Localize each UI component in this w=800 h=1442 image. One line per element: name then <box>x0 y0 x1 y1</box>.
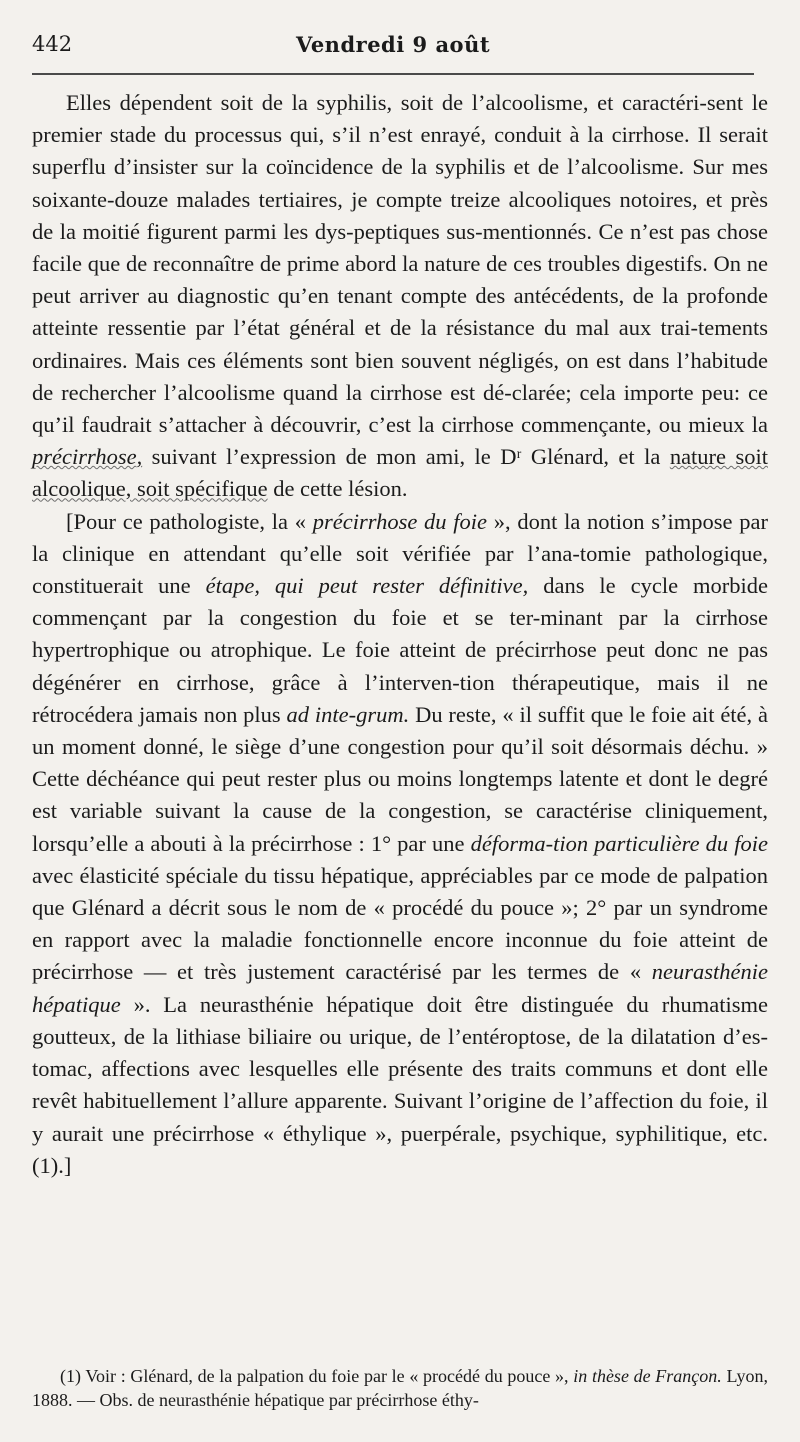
footnote-italic: in thèse de Françon. <box>573 1366 722 1386</box>
header-rule <box>32 73 754 75</box>
body-text <box>32 87 768 1182</box>
footnote-text-c: Lyon, 1888. — Obs. de neurasthénie hépatique par précirrhose éthy- <box>32 1366 768 1410</box>
footnote-text-a: (1) Voir : Glénard, de la palpation du foie par le « procédé du pouce », <box>60 1366 574 1386</box>
paragraph-2-text-e: dans le cycle morbide commençant par la congestion du foie et se ter-minant par la cirrhose hypertrophique ou atrophique. Le foie atteint de précirrhose peut donc ne pas dégénérer en cirrhose, grâce à l’interven-tion thérapeutique, mais il ne rétrocédera jamais non plus <box>32 573 768 727</box>
italic-etape: étape, qui peut rester définitive, <box>205 573 529 599</box>
footnote <box>32 1364 768 1412</box>
paragraph-2-text-g: Du reste, « il suffit que le foie ait été, à un moment donné, le siège d’une congestion pour qu’il soit désormais déchu. » Cette déchéance qui peut rester plus ou moins longtemps latente et dont le degré est variable suivant la cause de la congestion, se caractérise cliniquement, lorsqu’elle a abouti à la précirrhose : 1° par une <box>32 701 768 856</box>
paragraph-2-text-k: ». La neurasthénie hépatique doit être distinguée du rhumatisme goutteux, de la lithiase biliaire ou urique, de l’entéroptose, de la dilatation d’es-tomac, affections avec lesquelles elle présente des traits communs et dont elle revêt habituellement l’allure apparente. Suivant l’origine de l’affection du foie, il y aurait une précirrhose « éthylique », puerpérale, psychique, syphilitique, etc. (1).] <box>32 991 768 1178</box>
running-title: Vendredi 9 août <box>295 32 491 57</box>
paragraph-1-text-e: de cette lésion. <box>267 476 408 502</box>
paragraph-2-text-i: avec élasticité spéciale du tissu hépatique, appréciables par ce mode de palpation que Glénard a décrit sous le nom de « procédé du pouce »; 2° par un syndrome en rapport avec la maladie fonctionnelle encore inconnue du foie atteint de précirrhose — et très justement caractérisé par les termes de « <box>32 862 768 985</box>
precirrhose-term: précirrhose, <box>32 444 143 470</box>
paragraph-2-text-a: [Pour ce pathologiste, la « <box>66 508 313 534</box>
paragraph-2 <box>32 506 768 1182</box>
page-header <box>32 32 754 62</box>
page-number: 442 <box>32 32 73 56</box>
italic-ad-integrum: ad inte-grum. <box>286 701 410 727</box>
italic-neurasthenie-hepatique: neurasthénie hépatique <box>32 959 768 1017</box>
underlined-phrase: nature soit alcoolique, soit spécifique <box>32 444 768 502</box>
paragraph-1 <box>32 87 768 506</box>
italic-precirrhose-du-foie: précirrhose du foie <box>312 508 488 534</box>
paragraph-2-text-c: », dont la notion s’impose par la clinique en attendant qu’elle soit vérifiée par l’ana-tomie pathologique, constituerait une <box>32 508 768 599</box>
footnote-1 <box>32 1364 768 1412</box>
paragraph-1-text-a: Elles dépendent soit de la syphilis, soit de l’alcoolisme, et caractéri-sent le premier stade du processus qui, s’il n’est enrayé, conduit à la cirrhose. Il serait superflu d’insister sur la coïncidence de la syphilis et de l’alcoolisme. Sur mes soixante-douze malades tertiaires, je compte treize alcooliques notoires, et près de la moitié figurent parmi les dys-peptiques sus-mentionnés. Ce n’est pas chose facile que de reconnaître de prime abord la nature de ces troubles digestifs. On ne peut arriver au diagnostic qu’en tenant compte des antécédents, de la profonde atteinte ressentie par l’état général et de la résistance du mal aux trai-tements ordinaires. Mais ces éléments sont bien souvent négligés, on est dans l’habitude de rechercher l’alcoolisme quand la cirrhose est dé-clarée; cela importe peu: ce qu’il faudrait s’attacher à découvrir, c’est la cirrhose commençante, ou mieux la <box>32 90 768 438</box>
paragraph-1-text-c: suivant l’expression de mon ami, le Dʳ Glénard, et la <box>142 444 670 470</box>
italic-deformation: déforma-tion particulière du foie <box>470 830 768 856</box>
